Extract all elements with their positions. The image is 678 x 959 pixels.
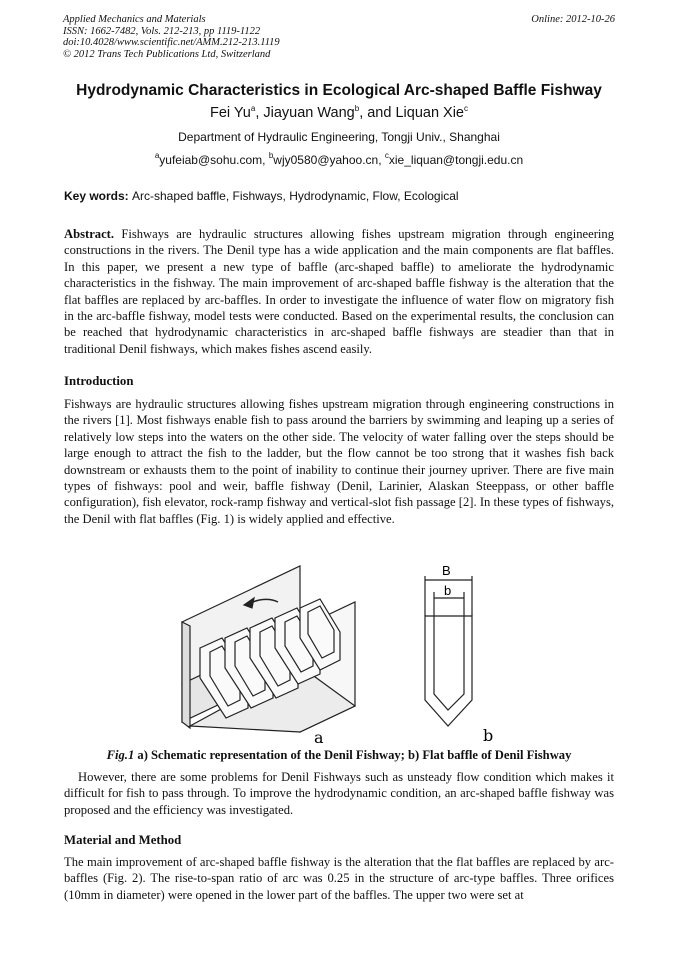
post-figure-paragraph: However, there are some problems for Denil Fishways such as unsteady flow condition which makes it difficult for fish to pass through. To improve the hydrodynamic condition, an arc-shaped baffle fishway was proposed and the efficiency was investigated. [64, 770, 614, 817]
author-superscript: a [250, 104, 256, 113]
denil-fishway-schematic [182, 566, 355, 732]
author-separator: , [255, 105, 264, 121]
paper-title: Hydrodynamic Characteristics in Ecological Arc-shaped Baffle Fishway [76, 82, 602, 99]
email-superscript: c [384, 151, 389, 160]
abstract-text: Fishways are hydraulic structures allowing fishes upstream migration through engineering constructions in the rivers. The Denil type has a wide application and the main components are flat baffles. In this paper, we present a new type of baffle (arc-shaped baffle) to ameliorate the hydrodynamic characteristics in the fishway. The main improvement of arc-shaped baffle fishway is the alteration that the flat baffles are replaced by arc-baffles. In order to investigate the influence of water flow on migratory fish in the arc-baffle fishway, model tests were conducted. Based on the experimental results, the conclusion can be reached that hydrodynamic characteristics in arc-shaped baffle fishways are steadier than that in traditional Denil fishways, which makes fishes ascend easily. [64, 227, 614, 356]
keywords-label: Key words: [64, 189, 133, 203]
subfigure-label-b: b [483, 726, 494, 743]
journal-doi: doi:10.4028/www.scientific.net/AMM.212-213.1119 [63, 37, 280, 48]
author-superscript: c [464, 104, 468, 113]
affiliation: Department of Hydraulic Engineering, Tongji Univ., Shanghai [178, 130, 500, 144]
abstract-label: Abstract. [64, 227, 115, 241]
dimension-label-B: B [442, 563, 451, 578]
author-name: Jiayuan Wang [263, 105, 355, 121]
email-address: yufeiab@sohu.com, [159, 153, 269, 167]
journal-name: Applied Mechanics and Materials [63, 14, 206, 25]
keywords-text: Arc-shaped baffle, Fishways, Hydrodynamic, Flow, Ecological [132, 189, 459, 203]
section-heading-introduction: Introduction [64, 374, 134, 388]
author-separator: , and [359, 105, 396, 121]
email-superscript: a [154, 151, 160, 160]
email-address: xie_liquan@tongji.edu.cn [388, 153, 524, 167]
author-list [0, 105, 678, 121]
figure-1 [170, 558, 510, 743]
keywords [64, 189, 616, 203]
journal-issn: ISSN: 1662-7482, Vols. 212-213, pp 1119-1122 [63, 25, 261, 37]
figure-caption [0, 748, 678, 763]
author-name: Fei Yu [210, 105, 251, 121]
figure-caption-text: a) Schematic representation of the Denil Fishway; b) Flat baffle of Denil Fishway [134, 748, 572, 762]
email-list [0, 153, 678, 167]
figure-caption-label: Fig.1 [106, 748, 135, 762]
subfigure-label-a: a [314, 728, 324, 743]
introduction-paragraph: Fishways are hydraulic structures allowing fishes upstream migration through engineering constructions in the rivers [1]. Most fishways enable fish to pass around the barriers by swimming and leaping up a series of relatively low steps into the waters on the other side. The velocity of water falling over the steps should be large enough to attract the fish to the ladder, but the flow cannot be too strong that it washes fish back downstream or exhausts them to the point of inability to continue their journey upriver. There are five main types of fishways: pool and weir, baffle fishway (Denil, Larinier, Alaskan Steeppass, or other baffle configuration), fish elevator, rock-ramp fishway and vertical-slot fish passage [2]. In these types of fishways, the Denil with flat baffles (Fig. 1) is widely applied and effective. [64, 397, 614, 526]
email-superscript: b [268, 151, 274, 160]
journal-header [63, 14, 280, 60]
flat-baffle-drawing [425, 576, 472, 726]
online-date: Online: 2012-10-26 [531, 14, 615, 25]
author-name: Liquan Xie [395, 105, 464, 121]
section-heading-methods: Material and Method [64, 833, 182, 847]
methods-paragraph: The main improvement of arc-shaped baffle fishway is the alteration that the flat baffles are replaced by arc-baffles (Fig. 2). The rise-to-span ratio of arc was 0.25 in the structure of arc-type baffles. Three orifices (10mm in diameter) were opened in the lower part of the baffles. The upper two were set at [64, 855, 614, 902]
dimension-label-b: b [444, 583, 452, 598]
abstract [64, 226, 614, 357]
email-address: wjy0580@yahoo.cn, [273, 153, 385, 167]
journal-copyright: © 2012 Trans Tech Publications Ltd, Switzerland [63, 48, 271, 60]
author-superscript: b [354, 104, 360, 113]
